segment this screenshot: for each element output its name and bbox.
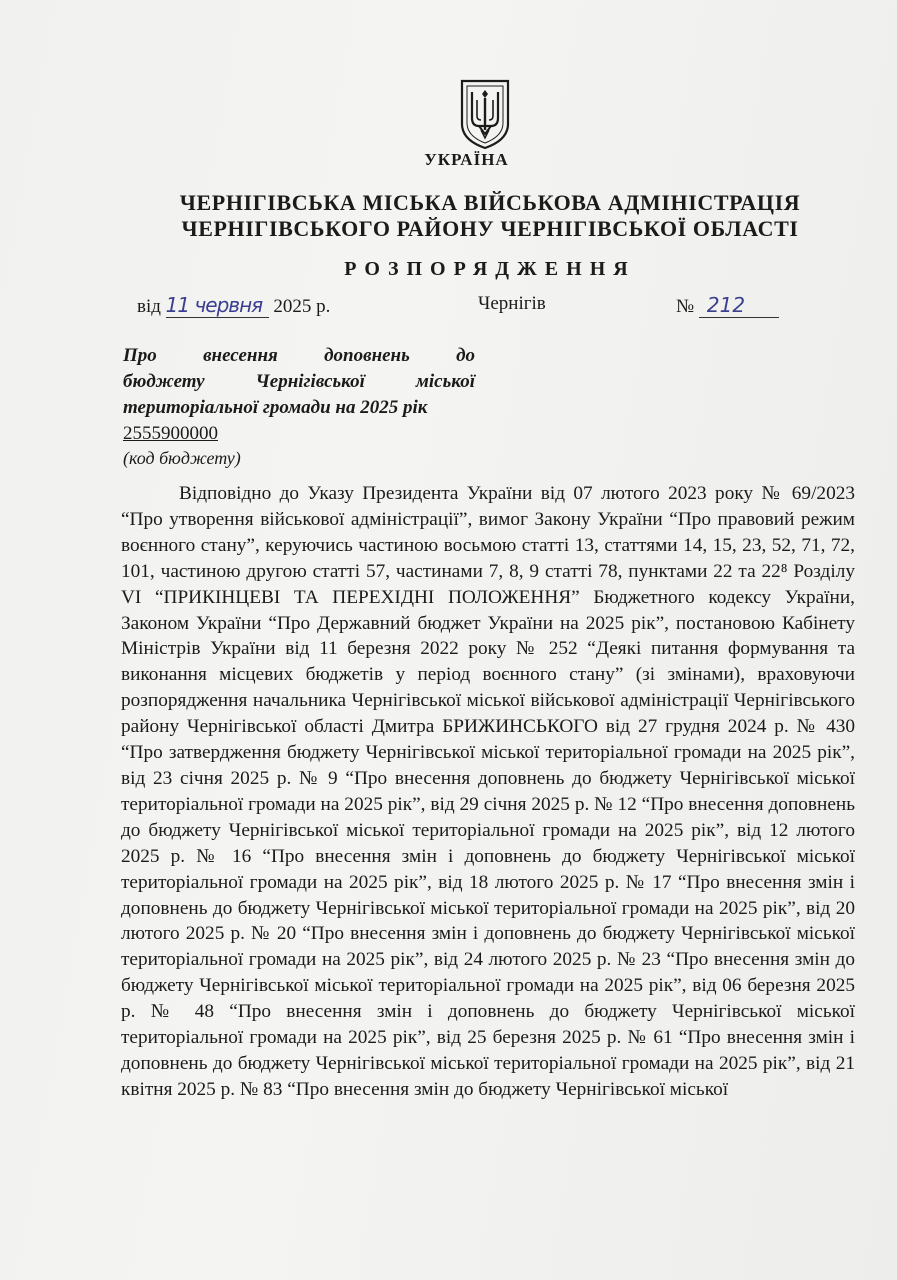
number-handwritten: 212 <box>699 293 779 318</box>
subject-line-1: Про внесення доповнень до <box>123 345 475 366</box>
document-date <box>137 293 330 319</box>
date-handwritten: 11 червня <box>166 293 269 318</box>
budget-code: 2555900000 <box>123 423 218 444</box>
preamble-paragraph: Відповідно до Указу Президента України від 07 лютого 2023 року № 69/2023 “Про утворення військової адміністрації”, вимог Закону України “Про правовий режим воєнного стану”, керуючись частиною восьмою статті 13, статтями 14, 15, 23, 52, 71, 72, 101, частиною другою статті 57, частинами 7, 8, 9 статті 78, пунктами 22 та 22⁸ Розділу VI “ПРИКІНЦЕВІ ТА ПЕРЕХІДНІ ПОЛОЖЕННЯ” Бюджетного кодексу України, Законом України “Про Державний бюджет України на 2025 рік”, постановою Кабінету Міністрів України від 11 березня 2022 року № 252 “Деякі питання формування та виконання місцевих бюджетів у період воєнного стану” (зі змінами), враховуючи розпорядження начальника Чернігівської міської військової адміністрації Чернігівського району Чернігівської області Дмитра БРИЖИНСЬКОГО від 27 грудня 2024 р. № 430 “Про затвердження бюджету Чернігівської міської територіальної громади на 2025 рік”, від 23 січня 2025 р. № 9 “Про внесення доповнень до бюджету Чернігівської міської територіальної громади на 2025 рік”, від 29 січня 2025 р. № 12 “Про внесення доповнень до бюджету Чернігівської міської територіальної громади на 2025 рік”, від 12 лютого 2025 р. № 16 “Про внесення змін і доповнень до бюджету Чернігівської міської територіальної громади на 2025 рік”, від 18 лютого 2025 р. № 17 “Про внесення змін і доповнень до бюджету Чернігівської міської територіальної громади на 2025 рік”, від 20 лютого 2025 р. № 20 “Про внесення змін і доповнень до бюджету Чернігівської міської територіальної громади на 2025 рік”, від 24 лютого 2025 р. № 23 “Про внесення змін до бюджету Чернігівської міської територіальної громади на 2025 рік”, від 06 березня 2025 р. № 48 “Про внесення змін і доповнень до бюджету Чернігівської міської територіальної громади на 2025 рік”, від 25 березня 2025 р. № 61 “Про внесення змін і доповнень до бюджету Чернігівської міської територіальної громади на 2025 рік”, від 21 квітня 2025 р. № 83 “Про внесення змін до бюджету Чернігівської міської <box>121 483 855 1100</box>
document-city: Чернігів <box>478 293 546 314</box>
organization-line-1: ЧЕРНІГІВСЬКА МІСЬКА ВІЙСЬКОВА АДМІНІСТРАЦІЯ <box>179 190 801 215</box>
subject-line-3: територіальної громади на 2025 рік <box>123 397 428 418</box>
document-subject <box>123 343 475 421</box>
subject-line-2: бюджету Чернігівської міської <box>123 371 475 392</box>
organization-line-2: ЧЕРНІГІВСЬКОГО РАЙОНУ ЧЕРНІГІВСЬКОЇ ОБЛАСТІ <box>181 216 799 241</box>
ukraine-coat-of-arms-icon <box>459 78 511 150</box>
document-number <box>676 293 779 319</box>
document-type-title: РОЗПОРЯДЖЕННЯ <box>344 258 636 280</box>
number-prefix: № <box>676 296 695 317</box>
date-prefix: від <box>137 296 161 317</box>
budget-code-label: (код бюджету) <box>123 448 241 468</box>
organization-name <box>150 190 830 242</box>
country-name: УКРАЇНА <box>424 150 509 169</box>
date-suffix: 2025 р. <box>273 296 331 317</box>
